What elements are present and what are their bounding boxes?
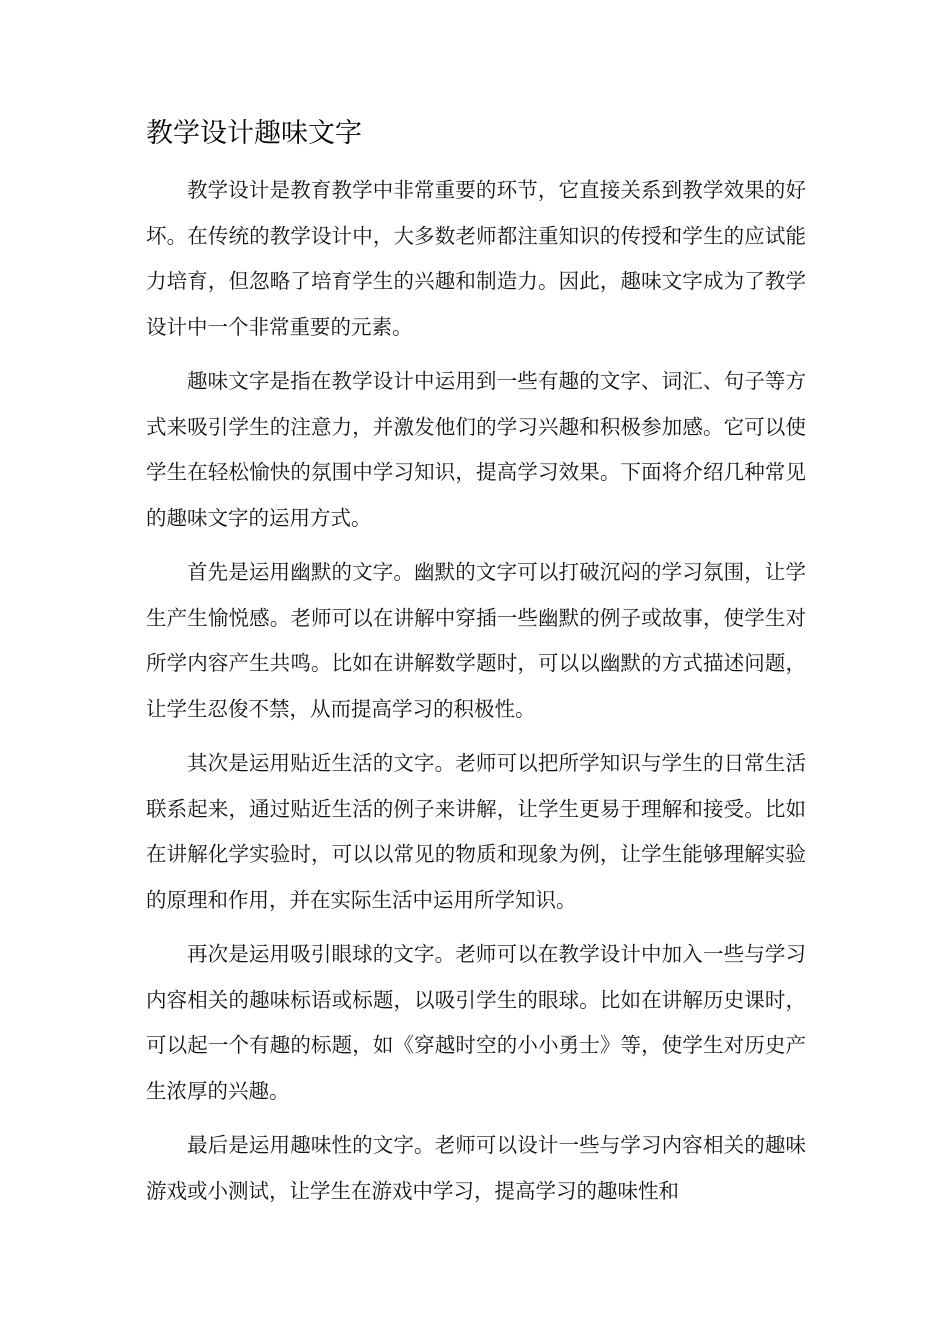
paragraph-intro: 教学设计是教育教学中非常重要的环节，它直接关系到教学效果的好坏。在传统的教学设计中，大多数老师都注重知识的传授和学生的应试能力培育，但忽略了培育学生的兴趣和制造力。因此，趣味文字成为了教学设计中一个非常重要的元素。 bbox=[146, 178, 806, 339]
paragraph-fun: 最后是运用趣味性的文字。老师可以设计一些与学习内容相关的趣味游戏或小测试，让学生在游戏中学习，提高学习的趣味性和 bbox=[146, 1133, 806, 1203]
paragraph-humor: 首先是运用幽默的文字。幽默的文字可以打破沉闷的学习氛围，让学生产生愉悦感。老师可以在讲解中穿插一些幽默的例子或故事，使学生对所学内容产生共鸣。比如在讲解数学题时，可以以幽默的方式描述问题，让学生忍俊不禁，从而提高学习的积极性。 bbox=[146, 560, 806, 721]
document-body bbox=[146, 112, 806, 1223]
paragraph-daily-life: 其次是运用贴近生活的文字。老师可以把所学知识与学生的日常生活联系起来，通过贴近生活的例子来讲解，让学生更易于理解和接受。比如在讲解化学实验时，可以以常见的物质和现象为例，让学生能够理解实验的原理和作用，并在实际生活中运用所学知识。 bbox=[146, 751, 806, 912]
document-title: 教学设计趣味文字 bbox=[146, 118, 362, 149]
paragraph-eye-catching: 再次是运用吸引眼球的文字。老师可以在教学设计中加入一些与学习内容相关的趣味标语或标题，以吸引学生的眼球。比如在讲解历史课时，可以起一个有趣的标题，如《穿越时空的小小勇士》等，使学生对历史产生浓厚的兴趣。 bbox=[146, 942, 806, 1103]
paragraph-definition: 趣味文字是指在教学设计中运用到一些有趣的文字、词汇、句子等方式来吸引学生的注意力，并激发他们的学习兴趣和积极参加感。它可以使学生在轻松愉快的氛围中学习知识，提高学习效果。下面将介绍几种常见的趣味文字的运用方式。 bbox=[146, 369, 806, 530]
